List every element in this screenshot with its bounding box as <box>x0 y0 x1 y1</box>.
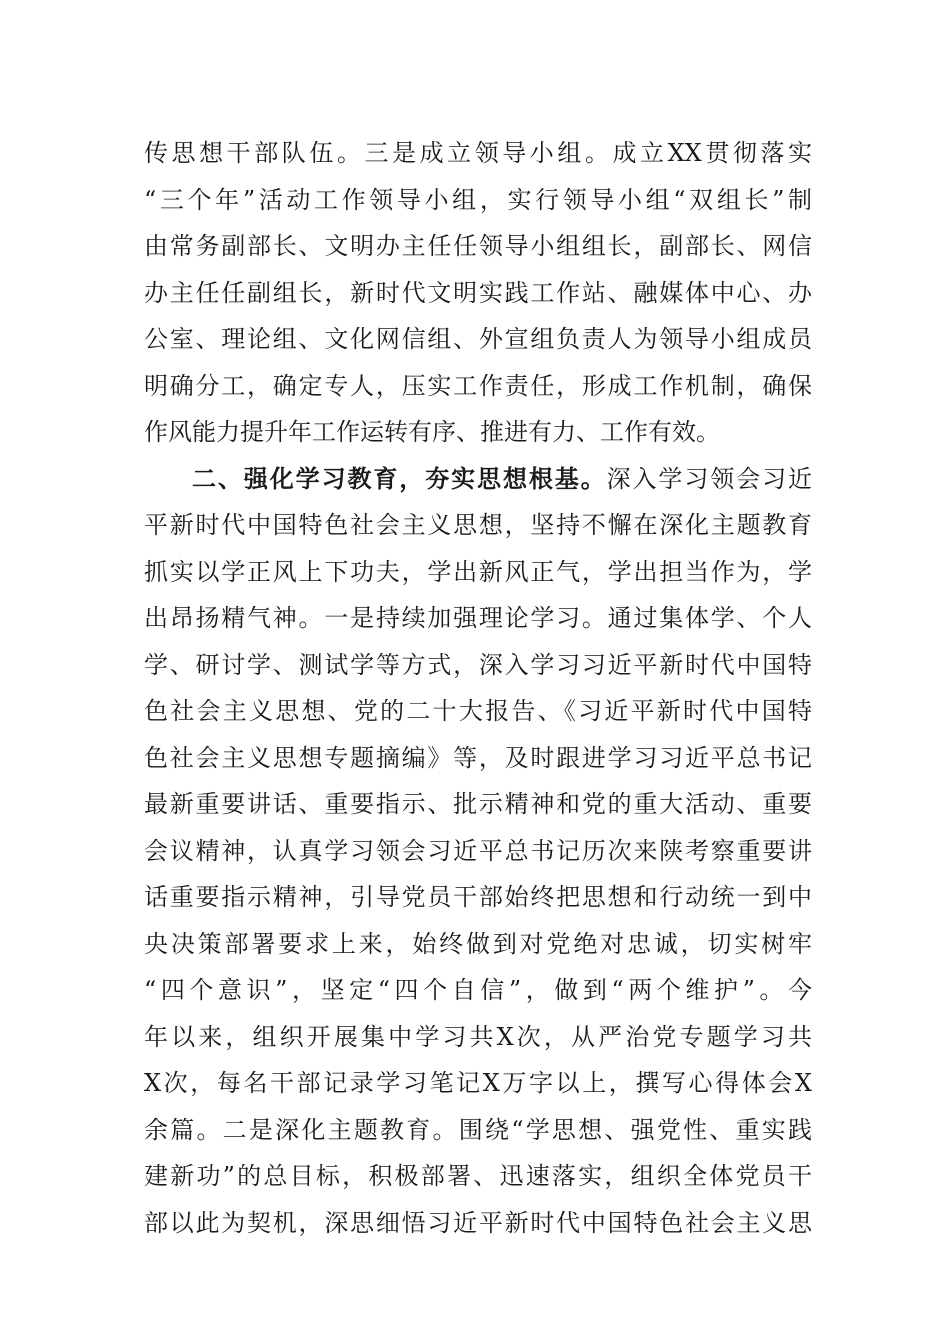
text-line: 最新重要讲话、重要指示、批示精神和党的重大活动、重要 <box>144 790 812 818</box>
text-line: 出昂扬精气神。一是持续加强理论学习。通过集体学、个人 <box>144 604 812 632</box>
heading-continuation: 深入学习领会习近 <box>606 464 812 493</box>
text-line: 建新功”的总目标，积极部署、迅速落实，组织全体党员干 <box>144 1162 812 1190</box>
text-line: 年以来，组织开展集中学习共X次，从严治党专题学习共 <box>144 1022 812 1051</box>
text-line: 央决策部署要求上来，始终做到对党绝对忠诚，切实树牢 <box>144 929 812 958</box>
text-line: 公室、理论组、文化网信组、外宣组负责人为领导小组成员 <box>144 325 812 353</box>
text-line: 部以此为契机，深思细悟习近平新时代中国特色社会主义思 <box>144 1208 812 1237</box>
text-line: “三个年”活动工作领导小组，实行领导小组“双组长”制 <box>144 185 812 214</box>
text-line: 办主任任副组长，新时代文明实践工作站、融媒体中心、办 <box>144 278 812 307</box>
paragraph-first-line <box>144 456 812 503</box>
paragraph-study-education <box>144 456 812 1247</box>
section-heading: 二、强化学习教育，夯实思想根基。 <box>192 464 607 493</box>
text-line: 话重要指示精神，引导党员干部始终把思想和行动统一到中 <box>144 883 812 911</box>
paragraph-leadership-group <box>144 130 812 456</box>
text-line: 余篇。二是深化主题教育。围绕“学思想、强党性、重实践 <box>144 1115 812 1144</box>
text-line: 由常务副部长、文明办主任任领导小组组长，副部长、网信 <box>144 232 812 260</box>
document-body <box>144 130 812 1246</box>
text-line: 会议精神，认真学习领会习近平总书记历次来陕考察重要讲 <box>144 836 812 865</box>
text-line: 色社会主义思想专题摘编》等，及时跟进学习习近平总书记 <box>144 743 812 772</box>
text-line: X次，每名干部记录学习笔记X万字以上，撰写心得体会X <box>144 1069 812 1097</box>
text-line: 平新时代中国特色社会主义思想，坚持不懈在深化主题教育 <box>144 511 812 539</box>
text-line: 明确分工，确定专人，压实工作责任，形成工作机制，确保 <box>144 371 812 400</box>
text-line: 学、研讨学、测试学等方式，深入学习习近平新时代中国特 <box>144 650 812 679</box>
text-line: 抓实以学正风上下功夫，学出新风正气，学出担当作为，学 <box>144 557 812 586</box>
text-line: 传思想干部队伍。三是成立领导小组。成立XX贯彻落实 <box>144 139 812 167</box>
text-line: “四个意识”，坚定“四个自信”，做到“两个维护”。今 <box>144 976 812 1004</box>
text-line: 作风能力提升年工作运转有序、推进有力、工作有效。 <box>144 418 720 446</box>
text-line: 色社会主义思想、党的二十大报告、《习近平新时代中国特 <box>144 697 812 725</box>
